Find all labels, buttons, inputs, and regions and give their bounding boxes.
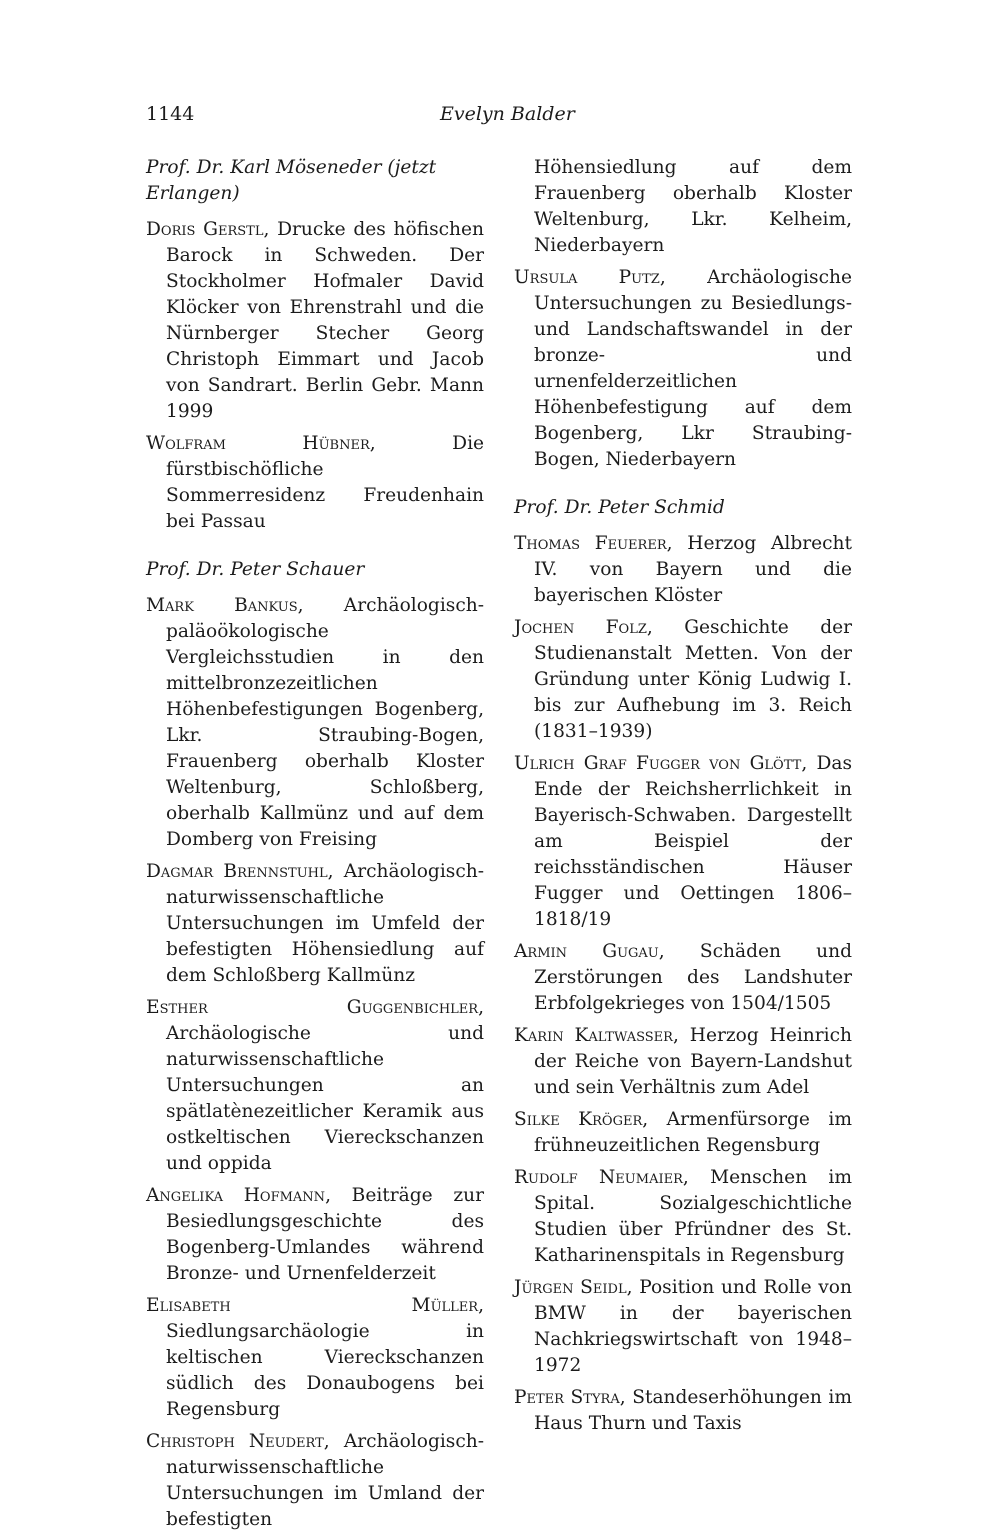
entry-author: Dagmar Brennstuhl <box>146 861 328 882</box>
bibliography-entry: Mark Bankus, Archäologisch-paläoökologische Vergleichsstudien in den mittelbronzezeitlichen Höhenbefestigungen Bogenberg, Lkr. Straubing-Bogen, Frauenberg oberhalb Kloster Weltenburg, Schloßberg, oberhalb Kallmünz und auf dem Domberg von Freising <box>146 595 484 850</box>
bibliography-entry: Esther Guggenbichler, Archäologische und naturwissenschaftliche Untersuchungen an spätlatènezeitlicher Keramik aus ostkeltischen Viereckschanzen und oppida <box>146 997 484 1174</box>
entry-title: Siedlungsarchäologie in keltischen Viereckschanzen südlich des Donaubogens bei Regensburg <box>166 1321 484 1420</box>
entry-author: Esther Guggenbichler <box>146 997 479 1018</box>
entry-title: Beiträge zur Besiedlungsgeschichte des Bogenberg-Umlandes während Bronze- und Urnenfelderzeit <box>166 1185 484 1284</box>
entry-author: Peter Styra <box>514 1387 620 1408</box>
entry-title: Die fürstbischöfliche Sommerresidenz Freudenhain bei Passau <box>166 433 485 532</box>
entry-author: Jürgen Seidl <box>514 1277 627 1298</box>
entry-title: Archäologisch-naturwissenschaftliche Untersuchungen im Umland der befestigten <box>166 1431 485 1530</box>
entry-title: Armenfürsorge im frühneuzeitlichen Regensburg <box>534 1109 852 1156</box>
bibliography-entry: Angelika Hofmann, Beiträge zur Besiedlungsgeschichte des Bogenberg-Umlandes während Bronze- und Urnenfelderzeit <box>146 1185 484 1284</box>
running-head <box>0 103 1000 131</box>
entry-title: Menschen im Spital. Sozialgeschichtliche Studien über Pfründner des St. Katharinenspitals in Regensburg <box>534 1167 852 1266</box>
entry-continuation: Höhensiedlung auf dem Frauenberg oberhalb Kloster Weltenburg, Lkr. Kelheim, Niederbayern <box>534 157 852 256</box>
left-column <box>146 155 484 1539</box>
entry-title: Position und Rolle von BMW in der bayerischen Nachkriegswirtschaft von 1948–1972 <box>534 1277 852 1376</box>
bibliography-entry: Ursula Putz, Archäologische Untersuchungen zu Besiedlungs- und Landschaftswandel in der bronze- und urnenfelderzeitlichen Höhenbefestigung auf dem Bogenberg, Lkr Straubing-Bogen, Niederbayern <box>514 267 852 470</box>
entry-title: Archäologische Untersuchungen zu Besiedlungs- und Landschaftswandel in der bronze- und urnenfelderzeitlichen Höhenbefestigung auf dem Bogenberg, Lkr Straubing-Bogen, Niederbayern <box>534 267 852 470</box>
bibliography-entry: Jürgen Seidl, Position und Rolle von BMW in der bayerischen Nachkriegswirtschaft von 1948–1972 <box>514 1277 852 1376</box>
entry-author: Armin Gugau <box>514 941 659 962</box>
entry-author: Angelika Hofmann <box>146 1185 326 1206</box>
entry-author: Rudolf Neumaier <box>514 1167 683 1188</box>
bibliography-entry: Christoph Neudert, Archäologisch-naturwissenschaftliche Untersuchungen im Umland der befestigten <box>146 1431 485 1530</box>
entry-author: Doris Gerstl <box>146 219 264 240</box>
entry-title: Das Ende der Reichsherrlichkeit in Bayerisch-Schwaben. Dargestellt am Beispiel der reichsständischen Häuser Fugger und Oettingen 1806–1818/19 <box>534 753 852 930</box>
running-title: Evelyn Balder <box>440 103 575 125</box>
section-heading: Prof. Dr. Karl Möseneder (jetzt Erlangen) <box>146 157 437 204</box>
bibliography-entry: Armin Gugau, Schäden und Zerstörungen des Landshuter Erbfolgekrieges von 1504/1505 <box>514 941 852 1014</box>
bibliography-entry: Peter Styra, Standeserhöhungen im Haus Thurn und Taxis <box>514 1387 852 1434</box>
entry-author: Mark Bankus <box>146 595 298 616</box>
entry-author: Karin Kaltwasser <box>514 1025 673 1046</box>
entry-author: Thomas Feuerer <box>514 533 667 554</box>
bibliography-entry: Wolfram Hübner, Die fürstbischöfliche Sommerresidenz Freudenhain bei Passau <box>146 433 485 532</box>
section-heading: Prof. Dr. Peter Schmid <box>514 497 725 518</box>
section-heading: Prof. Dr. Peter Schauer <box>146 559 365 580</box>
entry-author: Jochen Folz <box>514 617 647 638</box>
entry-author: Ursula Putz <box>514 267 660 288</box>
entry-title: Archäologische und naturwissenschaftliche Untersuchungen an spätlatènezeitlicher Keramik aus ostkeltischen Viereckschanzen und oppida <box>166 1023 484 1174</box>
bibliography-entry: Jochen Folz, Geschichte der Studienanstalt Metten. Von der Gründung unter König Ludwig I. bis zur Aufhebung im 3. Reich (1831–1939) <box>514 617 852 742</box>
entry-title: Geschichte der Studienanstalt Metten. Von der Gründung unter König Ludwig I. bis zur Aufhebung im 3. Reich (1831–1939) <box>534 617 852 742</box>
bibliography-entry: Elisabeth Müller, Siedlungsarchäologie in keltischen Viereckschanzen südlich des Donaubogens bei Regensburg <box>146 1295 484 1420</box>
page-number: 1144 <box>146 103 195 125</box>
entry-title: Standeserhöhungen im Haus Thurn und Taxis <box>534 1387 852 1434</box>
bibliography-entry: Thomas Feuerer, Herzog Albrecht IV. von Bayern und die bayerischen Klöster <box>514 533 852 606</box>
bibliography-entry: Dagmar Brennstuhl, Archäologisch-naturwissenschaftliche Untersuchungen im Umfeld der befestigten Höhensiedlung auf dem Schloßberg Kallmünz <box>146 861 484 986</box>
entry-title: Herzog Albrecht IV. von Bayern und die bayerischen Klöster <box>534 533 852 606</box>
entry-author: Wolfram Hübner <box>146 433 370 454</box>
entry-author: Christoph Neudert <box>146 1431 324 1452</box>
entry-title: Archäologisch-paläoökologische Vergleichsstudien in den mittelbronzezeitlichen Höhenbefestigungen Bogenberg, Lkr. Straubing-Bogen, Frauenberg oberhalb Kloster Weltenburg, Schloßberg, oberhalb Kallmünz und auf dem Domberg von Freising <box>166 595 484 850</box>
entry-title: Schäden und Zerstörungen des Landshuter Erbfolgekrieges von 1504/1505 <box>534 941 852 1014</box>
bibliography-entry: Silke Kröger, Armenfürsorge im frühneuzeitlichen Regensburg <box>514 1109 852 1156</box>
bibliography-entry: Karin Kaltwasser, Herzog Heinrich der Reiche von Bayern-Landshut und sein Verhältnis zum Adel <box>514 1025 852 1098</box>
bibliography-entry: Rudolf Neumaier, Menschen im Spital. Sozialgeschichtliche Studien über Pfründner des St. Katharinenspitals in Regensburg <box>514 1167 852 1266</box>
entry-author: Ulrich Graf Fugger von Glött <box>514 753 802 774</box>
entry-title: Herzog Heinrich der Reiche von Bayern-Landshut und sein Verhältnis zum Adel <box>534 1025 852 1098</box>
entry-author: Elisabeth Müller <box>146 1295 479 1316</box>
bibliography-entry: Doris Gerstl, Drucke des höfischen Barock in Schweden. Der Stockholmer Hofmaler David Klöcker von Ehrenstrahl und die Nürnberger Stecher Georg Christoph Eimmart und Jacob von Sandrart. Berlin Gebr. Mann 1999 <box>146 219 484 422</box>
entry-title: Drucke des höfischen Barock in Schweden. Der Stockholmer Hofmaler David Klöcker von Ehrenstrahl und die Nürnberger Stecher Georg Christoph Eimmart und Jacob von Sandrart. Berlin Gebr. Mann 1999 <box>166 219 484 422</box>
bibliography-entry: Ulrich Graf Fugger von Glött, Das Ende der Reichsherrlichkeit in Bayerisch-Schwaben. Dargestellt am Beispiel der reichsständischen Häuser Fugger und Oettingen 1806–1818/19 <box>514 753 852 930</box>
entry-title: Archäologisch-naturwissenschaftliche Untersuchungen im Umfeld der befestigten Höhensiedlung auf dem Schloßberg Kallmünz <box>166 861 484 986</box>
entry-author: Silke Kröger <box>514 1109 643 1130</box>
right-column <box>514 155 852 1443</box>
